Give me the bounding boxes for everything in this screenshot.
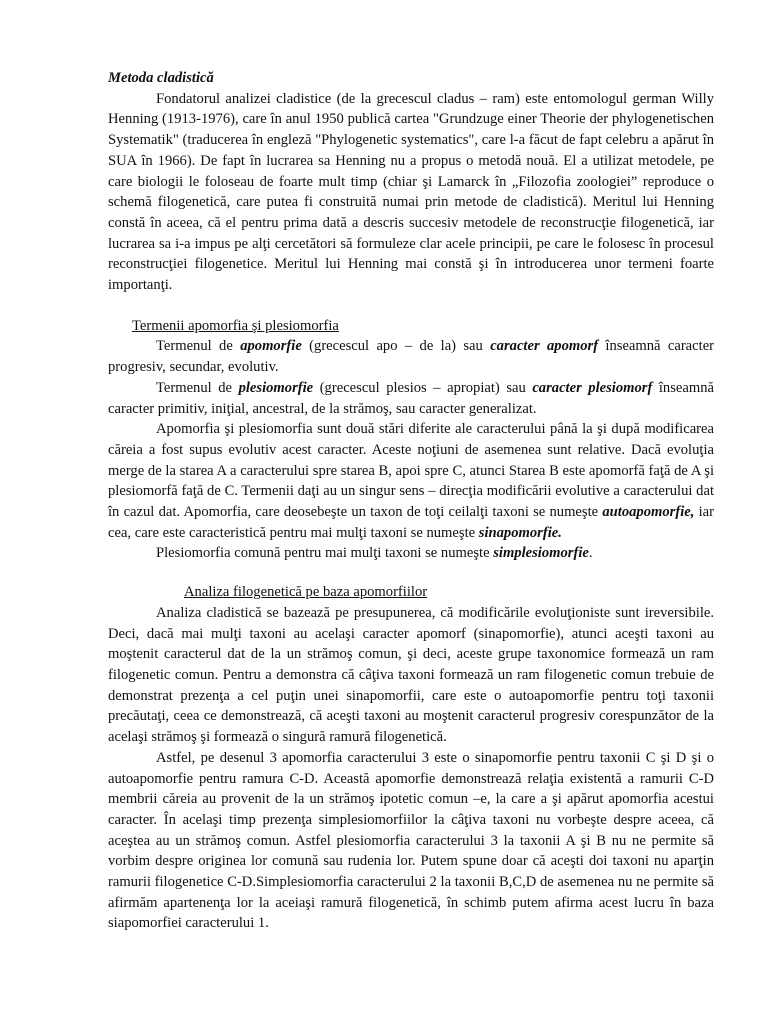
paragraph-simplesiomorfie <box>108 543 714 564</box>
text-run: înseamnă caracter progresiv, secundar, evolutiv. <box>108 338 715 376</box>
paragraph-apomorfie <box>108 336 714 377</box>
term-simplesiomorfie: simplesiomorfie <box>493 545 589 562</box>
text-run: (grecescul plesios – apropiat) sau <box>313 379 533 396</box>
subheading-apomorfia: Termenii apomorfia şi plesiomorfia <box>132 317 339 334</box>
term-autoapomorfie: autoapomorfie, <box>602 504 695 521</box>
text-run: Apomorfia şi plesiomorfia sunt două stări diferite ale caracterului până la şi după modificarea căreia a fost supus evolutiv acest caracter. Aceste noţiuni de asemenea sunt relative. Dacă evoluţia merge de la starea A a caracterului spre starea B, apoi spre C, atunci Starea B este apomorfă faţă de A şi plesiomorfă faţă de C. Termenii daţi au un singur sens – direcţia modificării evolutive a caracterului dat în cazul dat. Apomorfia, care deosebeşte un taxon de toţi ceilalţi taxoni se numeşte <box>108 421 714 521</box>
term-plesiomorfie: plesiomorfie <box>238 379 314 396</box>
term-caracter-apomorf: caracter apomorf <box>490 338 599 355</box>
text-run: iar cea, care este caracteristică pentru mai mulţi taxoni se numeşte <box>108 504 715 541</box>
text-run: Termenul de <box>156 338 241 355</box>
text-run: Termenul de <box>156 379 239 396</box>
text-run: (grecescul apo – de la) sau <box>301 338 491 355</box>
section-title: Metoda cladistică <box>108 70 214 86</box>
text-run: Plesiomorfia comună pentru mai mulţi taxoni se numeşte <box>156 545 494 562</box>
paragraph-desenul: Astfel, pe desenul 3 apomorfia caracterului 3 este o sinapomorfie pentru taxonii C şi D şi o autoapomorfie pentru ramura C-D. Această apomorfie demonstrează relaţia existentă a ramurii C-D membrii căreia au provenit de la un strămoş ipotetic comun –e, la care a şi apărut apomorfia acestui caracter. În acelaşi timp prezenţa simplesiomorfiilor la câţiva taxoni nu vorbeşte despre aceea, că aceştea au un strămoş comun. Astfel plesiomorfia caracterului 3 la taxonii A şi B nu ne permite să vorbim despre originea lor comună sau rudenia lor. Putem spune doar că aceşti doi taxoni nu aparţin ramurii filogenetice C-D.Simplesiomorfia caracterului 2 la taxonii B,C,D de asemenea nu ne permite să afirmăm apartenenţa lor la aceiaşi ramură filogenetică, în schimb putem afirma acest lucru în baza siapomorfiei caracterului 1. <box>108 749 714 932</box>
term-apomorfie: apomorfie <box>240 338 302 355</box>
document-body <box>108 68 714 934</box>
paragraph-plesiomorfie <box>108 378 714 419</box>
term-sinapomorfie: sinapomorfie. <box>478 524 562 541</box>
paragraph-analiza: Analiza cladistică se bazează pe presupunerea, că modificările evoluţioniste sunt ireversibile. Deci, dacă mai mulţi taxoni au acelaşi caracter apomorf (sinapomorfie), atunci aceşti taxoni au moştenit caracterul dat de la un strămoş comun, şi deci, aceste grupe taxonomice formează un ram filogenetic comun. Pentru a demonstra că câţiva taxoni formează un ram filogenetic comun trebuie de demonstrat prezenţa a cel puţin unei sinapomorfii, care este o autoapomorfie pentru toţi taxonii precăutaţi, ceea ce demonstrează, că aceşti taxoni au moştenit caracterul progresiv corespunzător de la acelaşi strămoş şi formează o singură ramură filogenetică. <box>108 604 714 746</box>
paragraph-intro: Fondatorul analizei cladistice (de la grecescul cladus – ram) este entomologul german Willy Henning (1913-1976), care în anul 1950 publică cartea "Grundzuge einer Theorie der phylogenetischen Systematik" (traducerea în engleză "Phylogenetic systematics", care l-a făcut de fapt celebru a apărut în SUA în 1966). De fapt în lucrarea sa Henning nu a propus o metodă nouă. El a utilizat metodele, pe care biologii le foloseau de foarte mult timp (chiar şi Lamarck în „Filozofia zoologiei” reproduce o schemă filogenetică, care putea fi construită numai prin metode de cladistică). Meritul lui Henning constă în aceea, că el pentru prima dată a descris succesiv metodele de reconstrucţie filogenetică, iar lucrarea sa i-a impus pe alţi cercetători să formuleze clar acele principii, pe care le folosesc în procesul reconstrucţiei filogenetice. Meritul lui Henning mai constă şi în introducerea unor termeni foarte importanţi. <box>108 90 714 294</box>
text-run: înseamnă caracter primitiv, iniţial, ancestral, de la strămoş, sau caracter generalizat. <box>108 379 714 417</box>
subheading-analiza: Analiza filogenetică pe baza apomorfiilor <box>184 584 428 601</box>
paragraph-stari <box>108 419 714 543</box>
term-caracter-plesiomorf: caracter plesiomorf <box>532 379 653 396</box>
text-run: . <box>588 545 593 562</box>
